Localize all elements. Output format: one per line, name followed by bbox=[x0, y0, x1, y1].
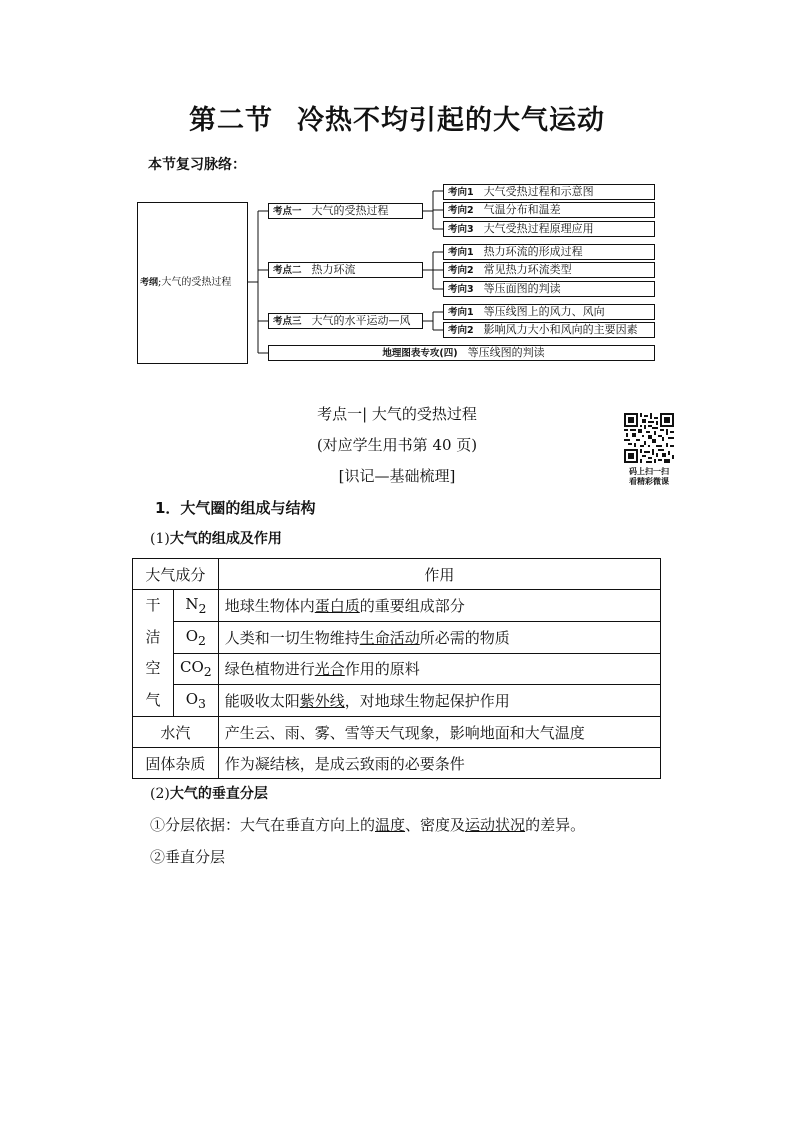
paragraph-layers: ②垂直分层 bbox=[150, 848, 226, 866]
vapor-function: 产生云、雨、雾、雪等天气现象，影响地面和大气温度 bbox=[218, 717, 660, 748]
item-text: 常见热力环流类型 bbox=[483, 263, 572, 276]
text-pre: 人类和一切生物维持 bbox=[224, 628, 360, 647]
gas-symbol: O bbox=[185, 690, 199, 709]
mindmap-item-1-3 bbox=[443, 221, 655, 237]
special-text: 等压线图的判读 bbox=[467, 346, 545, 359]
mindmap-special bbox=[268, 345, 655, 361]
gas-name bbox=[174, 621, 219, 653]
qr-caption-line1: 码上扫一扫 bbox=[629, 467, 669, 476]
qr-caption-line2: 看精彩微课 bbox=[629, 477, 669, 486]
mindmap-item-1-2 bbox=[443, 202, 655, 218]
gas-symbol: O bbox=[185, 626, 199, 645]
mindmap-point-2 bbox=[268, 262, 423, 278]
section-heading: 考点一| 大气的受热过程 bbox=[317, 405, 477, 423]
root-label: 考纲 bbox=[140, 278, 159, 288]
special-label: 地理图表专攻(四) bbox=[382, 348, 458, 359]
dry-char: 洁 bbox=[145, 627, 161, 646]
qr-caption bbox=[612, 467, 686, 487]
table-row bbox=[133, 748, 661, 779]
item-label: 考向1 bbox=[448, 187, 474, 198]
gas-subscript: 2 bbox=[198, 632, 206, 648]
subheading-composition bbox=[150, 528, 282, 548]
item-label: 考向3 bbox=[448, 284, 474, 295]
item-text: 气温分布和温差 bbox=[483, 203, 561, 216]
gas-function bbox=[218, 653, 660, 685]
gas-symbol: N bbox=[185, 594, 199, 613]
gas-function bbox=[218, 590, 660, 622]
point-1-text: 大气的受热过程 bbox=[311, 204, 389, 217]
text-underlined: 蛋白质 bbox=[314, 596, 360, 615]
table-row bbox=[133, 717, 661, 748]
dust-name: 固体杂质 bbox=[133, 748, 219, 779]
gas-function bbox=[218, 685, 660, 717]
point-3-text: 大气的水平运动—风 bbox=[311, 314, 411, 327]
gas-name bbox=[174, 685, 219, 717]
intro-label: 本节复习脉络： bbox=[148, 157, 246, 173]
text-post: 的重要组成部分 bbox=[359, 596, 465, 615]
dry-char: 空 bbox=[145, 659, 161, 677]
item-label: 考向2 bbox=[448, 205, 474, 216]
item-label: 考向1 bbox=[448, 307, 474, 318]
text-post: 作用的原料 bbox=[344, 660, 420, 679]
gas-subscript: 2 bbox=[203, 664, 212, 680]
text-pre: 地球生物体内 bbox=[224, 596, 315, 615]
text-pre: 能吸收太阳 bbox=[224, 692, 300, 711]
point-2-text: 热力环流 bbox=[311, 263, 356, 276]
item-text: 大气受热过程和示意图 bbox=[483, 185, 594, 198]
subheading-text: 大气的组成及作用 bbox=[169, 531, 282, 547]
text-pre: ①分层依据：大气在垂直方向上的 bbox=[150, 816, 376, 834]
dry-char: 干 bbox=[145, 596, 161, 614]
gas-subscript: 2 bbox=[198, 600, 207, 616]
gas-subscript: 3 bbox=[198, 696, 206, 712]
root-text: ;大气的受热过程 bbox=[158, 277, 232, 288]
table-row bbox=[133, 685, 661, 717]
table-row bbox=[133, 653, 661, 685]
table-row bbox=[133, 621, 661, 653]
mindmap-point-3 bbox=[268, 313, 423, 329]
dry-char: 气 bbox=[145, 690, 161, 709]
mindmap-point-1 bbox=[268, 203, 423, 219]
subheading-layers bbox=[150, 783, 268, 803]
item-text: 影响风力大小和风向的主要因素 bbox=[483, 323, 638, 336]
gas-symbol: CO bbox=[180, 658, 204, 677]
mindmap-item-3-1 bbox=[443, 304, 655, 320]
header-component: 大气成分 bbox=[133, 559, 219, 590]
dry-air-cell bbox=[133, 590, 174, 717]
composition-table bbox=[132, 558, 661, 779]
item-text: 等压线图上的风力、风向 bbox=[483, 305, 605, 318]
gas-name bbox=[174, 590, 219, 622]
mindmap-item-3-2 bbox=[443, 322, 655, 338]
item-text: 大气受热过程原理应用 bbox=[483, 222, 594, 235]
item-text: 热力环流的形成过程 bbox=[483, 245, 583, 258]
mindmap-item-2-1 bbox=[443, 244, 655, 260]
qr-code-icon[interactable] bbox=[624, 413, 674, 463]
item-label: 考向2 bbox=[448, 325, 474, 336]
text-underlined: 运动状况 bbox=[465, 816, 526, 834]
mindmap-root bbox=[137, 202, 248, 364]
vapor-name: 水汽 bbox=[133, 717, 219, 748]
subheading-text: 大气的垂直分层 bbox=[169, 786, 268, 802]
dust-function: 作为凝结核，是成云致雨的必要条件 bbox=[218, 748, 660, 779]
text-underlined: 紫外线 bbox=[299, 692, 345, 711]
text-underlined: 光合 bbox=[314, 660, 345, 679]
mindmap-item-2-3 bbox=[443, 281, 655, 297]
text-underlined: 生命活动 bbox=[359, 628, 420, 647]
item-label: 考向3 bbox=[448, 224, 474, 235]
gas-function bbox=[218, 621, 660, 653]
table-header-row bbox=[133, 559, 661, 590]
text-underlined: 温度 bbox=[375, 816, 406, 834]
text-pre: 绿色植物进行 bbox=[224, 660, 315, 679]
table-row bbox=[133, 590, 661, 622]
point-3-label: 考点三 bbox=[273, 316, 302, 327]
title-part1: 第二节 bbox=[189, 105, 273, 136]
gas-name bbox=[174, 653, 219, 685]
text-post: 所必需的物质 bbox=[419, 628, 510, 647]
point-2-label: 考点二 bbox=[273, 265, 302, 276]
title-part2: 冷热不均引起的大气运动 bbox=[297, 105, 605, 136]
text-post: ，对地球生物起保护作用 bbox=[344, 692, 510, 711]
header-function: 作用 bbox=[218, 559, 660, 590]
paragraph-basis bbox=[150, 814, 585, 835]
item-text: 等压面图的判读 bbox=[483, 282, 561, 295]
heading-atmosphere: 1．大气圈的组成与结构 bbox=[155, 499, 316, 517]
text-post: 的差异。 bbox=[525, 816, 586, 834]
point-1-label: 考点一 bbox=[273, 206, 302, 217]
subheading-num: (2) bbox=[150, 786, 170, 802]
mindmap-item-2-2 bbox=[443, 262, 655, 278]
item-label: 考向1 bbox=[448, 247, 474, 258]
mindmap-item-1-1 bbox=[443, 184, 655, 200]
section-tag: [识记—基础梳理] bbox=[338, 467, 456, 485]
text-mid: 、密度及 bbox=[405, 816, 466, 834]
section-ref: (对应学生用书第 40 页) bbox=[316, 436, 478, 454]
item-label: 考向2 bbox=[448, 265, 474, 276]
subheading-num: (1) bbox=[150, 531, 170, 547]
